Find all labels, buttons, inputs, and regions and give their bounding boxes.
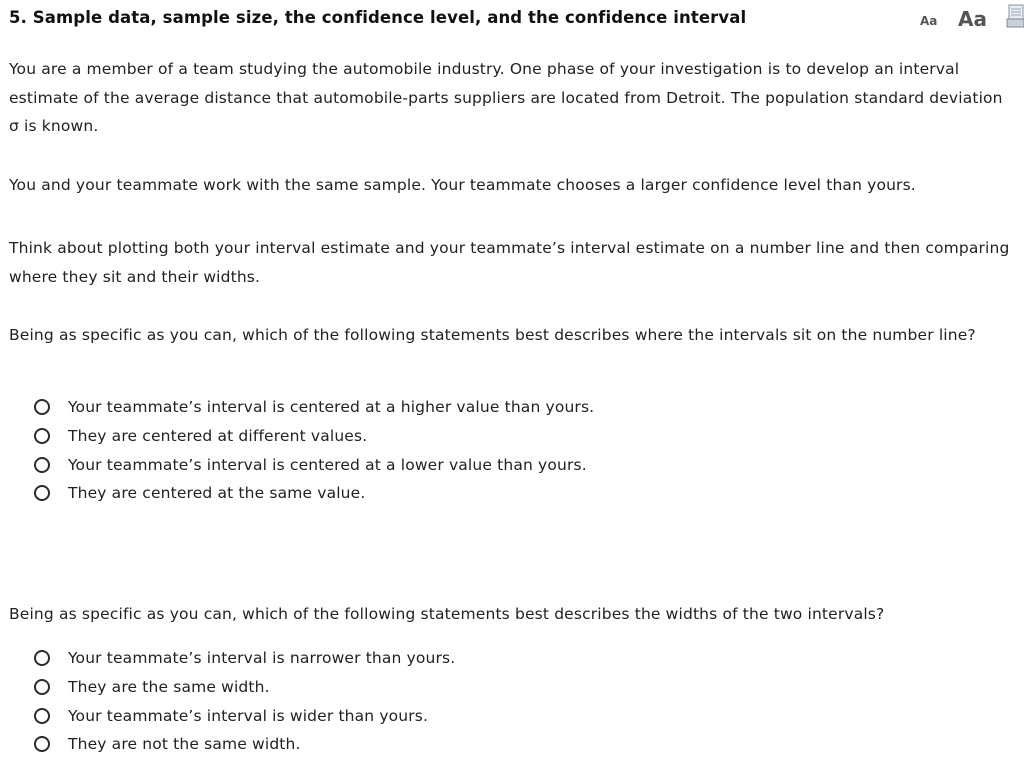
option-label: They are not the same width. — [68, 735, 301, 754]
question-1-options — [34, 393, 594, 508]
option-label: Your teammate’s interval is wider than yours. — [68, 706, 429, 725]
radio-button[interactable] — [34, 708, 50, 724]
option-label: They are the same width. — [68, 678, 270, 697]
q1-option-same[interactable] — [34, 479, 594, 508]
increase-font-size-button[interactable]: Aa — [958, 7, 987, 31]
q2-option-not-same-width[interactable] — [34, 730, 455, 759]
question-2-options — [34, 644, 455, 759]
q1-option-lower[interactable] — [34, 450, 594, 479]
radio-button[interactable] — [34, 485, 50, 501]
option-label: They are centered at different values. — [68, 427, 368, 446]
q1-option-higher[interactable] — [34, 393, 594, 422]
radio-button[interactable] — [34, 457, 50, 473]
q2-option-same-width[interactable] — [34, 673, 455, 702]
q2-option-wider[interactable] — [34, 701, 455, 730]
radio-button[interactable] — [34, 399, 50, 415]
option-label: Your teammate’s interval is narrower than yours. — [68, 649, 456, 668]
radio-button[interactable] — [34, 428, 50, 444]
question-title: 5. Sample data, sample size, the confidence level, and the confidence interval — [9, 8, 747, 27]
q1-option-different[interactable] — [34, 422, 594, 451]
option-label: Your teammate’s interval is centered at a lower value than yours. — [68, 455, 587, 474]
teammate-confidence-paragraph: You and your teammate work with the same sample. Your teammate chooses a larger confidence level than yours. — [9, 176, 916, 194]
decrease-font-size-button[interactable]: Aa — [920, 14, 938, 28]
instruction-paragraph: Think about plotting both your interval estimate and your teammate’s interval estimate on a number line and then comparing where they sit and their widths. — [9, 239, 1010, 286]
option-label: Your teammate’s interval is centered at a higher value than yours. — [68, 398, 595, 417]
option-label: They are centered at the same value. — [68, 484, 366, 503]
q2-option-narrower[interactable] — [34, 644, 455, 673]
print-icon[interactable] — [1006, 4, 1024, 30]
problem-context-paragraph: You are a member of a team studying the automobile industry. One phase of your investigation is to develop an interval estimate of the average distance that automobile-parts suppliers are located from Detroit. The population standard deviation σ is known. — [9, 60, 1003, 135]
question-2-prompt: Being as specific as you can, which of the following statements best describes the widths of the two intervals? — [9, 605, 885, 623]
question-1-prompt: Being as specific as you can, which of the following statements best describes where the intervals sit on the number line? — [9, 326, 976, 344]
radio-button[interactable] — [34, 736, 50, 752]
radio-button[interactable] — [34, 679, 50, 695]
radio-button[interactable] — [34, 650, 50, 666]
